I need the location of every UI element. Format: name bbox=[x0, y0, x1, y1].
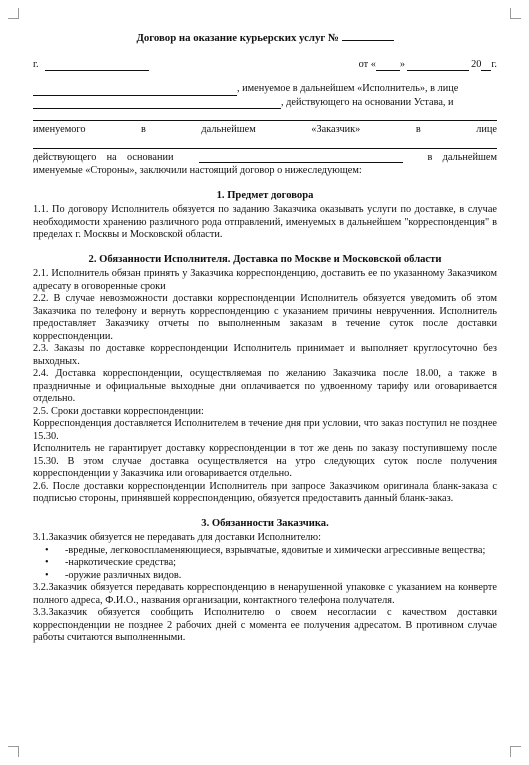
list-item-text: -вредные, легковоспламеняющиеся, взрывчатые, ядовитые и химически агрессивные вещества; bbox=[65, 544, 486, 556]
list-item-text: -наркотические средства; bbox=[65, 557, 177, 568]
customer-line-word: в bbox=[415, 124, 421, 135]
executor-representative-blank[interactable] bbox=[33, 98, 281, 109]
city-date-line bbox=[33, 59, 497, 72]
customer-basis-line bbox=[33, 152, 497, 165]
executor-representative-text: , действующего на основании Устава, и bbox=[281, 96, 454, 108]
page-corner-mark bbox=[8, 746, 19, 757]
bullet-icon: • bbox=[45, 544, 49, 556]
clause-2-1: 2.1. Исполнитель обязан принять у Заказчика корреспонденцию, доставить ее по указанному Заказчиком адресату в оговоренные сроки bbox=[33, 268, 497, 292]
city-prefix: г. bbox=[33, 58, 39, 70]
list-item bbox=[33, 557, 497, 570]
customer-line-word: дальнейшем bbox=[201, 124, 256, 135]
executor-line-text: , именуемое в дальнейшем «Исполнитель», в лице bbox=[237, 83, 459, 94]
clause-2-6: 2.6. После доставки корреспонденции Исполнитель при запросе Заказчиком оригинала бланк-заказа с подписью стороны, принявшей корреспонденцию, обязуется предоставить данный бланк-заказ. bbox=[33, 480, 497, 504]
clause-3-1: 3.1.Заказчик обязуется не передавать для доставки Исполнителю: bbox=[33, 532, 321, 543]
page-corner-mark bbox=[510, 746, 521, 757]
customer-basis-suffix: в дальнейшем bbox=[427, 151, 497, 163]
clause-2-5-b: Исполнитель не гарантирует доставку корреспонденции в тот же день по заказу поступившему после 15.30. В этом случае доставка осуществляется на утро следующих суток после получения корреспонденции у Заказчика или оговаривается отдельно. bbox=[33, 443, 497, 479]
bullet-icon: • bbox=[45, 557, 49, 568]
list-item bbox=[33, 545, 497, 558]
section-2-heading: 2. Обязанности Исполнителя. Доставка по Москве и Московской области bbox=[88, 253, 442, 265]
customer-name-line bbox=[33, 110, 497, 121]
date-year-suffix: г. bbox=[491, 58, 497, 70]
customer-line-word: в bbox=[141, 124, 146, 135]
section-1-heading: 1. Предмет договора bbox=[216, 189, 314, 201]
clause-2-2: 2.2. В случае невозможности доставки корреспонденции Исполнитель обязуется уведомить об этом Заказчика по телефону и вернуть корреспонденцию с указанием причины неврученния. Исполнитель предоставляет Заказчику отчеты по выполненным заказам в течение суток после доставки корреспонденции. bbox=[33, 293, 497, 342]
bullet-icon: • bbox=[45, 569, 49, 581]
executor-name-blank[interactable] bbox=[33, 85, 237, 96]
customer-line-word: именуемого bbox=[33, 124, 86, 135]
customer-line-word: лице bbox=[476, 124, 497, 135]
clause-2-5: 2.5. Сроки доставки корреспонденции: bbox=[33, 405, 204, 417]
title-text: Договор на оказание курьерских услуг № bbox=[136, 32, 339, 44]
city-field bbox=[33, 59, 149, 72]
clause-3-2: 3.2.Заказчик обязуется передавать корреспонденцию в ненарушенной упаковке с указанием на конверте полного адреса, Ф.И.О., названия организации, контактного телефона получателя. bbox=[33, 582, 497, 606]
date-mid-label: » bbox=[399, 58, 406, 70]
list-item bbox=[33, 570, 497, 583]
customer-line bbox=[33, 124, 497, 137]
clause-2-5-a: Корреспонденция доставляется Исполнителем в течение дня при условии, что заказ поступил не позднее 15.30. bbox=[33, 418, 497, 442]
date-field bbox=[359, 59, 497, 72]
clause-1-1: 1.1. По договору Исполнитель обязуется по заданию Заказчика оказывать услуги по доставке, в случае необходимости хранению различного рода отправлений, именуемых в дальнейшем "корреспонденция" в пределах г. Москвы и Московской области. bbox=[33, 204, 497, 240]
document-title bbox=[33, 30, 497, 45]
clause-2-3: 2.3. Заказы по доставке корреспонденции Исполнитель принимает и выполняет круглосуточно без выходных. bbox=[33, 343, 497, 367]
city-blank[interactable] bbox=[45, 60, 149, 71]
customer-representative-line bbox=[33, 138, 497, 149]
date-day-blank[interactable] bbox=[376, 60, 400, 71]
document-content bbox=[33, 30, 497, 645]
clause-3-3: 3.3.Заказчик обязуется сообщить Исполнителю о своем несогласии с качеством доставки корреспонденции не позднее 2 рабочих дней с момента ее получения адресатом. В противном случае работы считаются выполненными. bbox=[33, 607, 497, 643]
parties-text: именуемые «Стороны», заключили настоящий договор о нижеследующем: bbox=[33, 165, 362, 176]
page-corner-mark bbox=[510, 8, 521, 19]
date-month-blank[interactable] bbox=[407, 60, 469, 71]
clause-2-4: 2.4. Доставка корреспонденции, осуществляемая по желанию Заказчика после 18.00, а также в праздничные и официальные выходные дни оплачивается по удвоенному тарифу или оговаривается отдельно. bbox=[33, 368, 497, 404]
customer-basis-blank[interactable] bbox=[199, 152, 403, 163]
list-item-text: -оружие различных видов. bbox=[65, 569, 182, 581]
section-3-heading: 3. Обязанности Заказчика. bbox=[201, 517, 329, 529]
date-from-label: от « bbox=[358, 58, 376, 70]
customer-basis-prefix: действующего на основании bbox=[33, 151, 174, 163]
date-year-label: 20 bbox=[471, 58, 482, 70]
customer-representative-blank[interactable] bbox=[33, 138, 497, 149]
customer-line-word: «Заказчик» bbox=[311, 124, 361, 135]
parties-line bbox=[33, 165, 497, 178]
executor-line bbox=[33, 83, 497, 96]
date-year-blank[interactable] bbox=[481, 60, 491, 71]
prohibited-items-list bbox=[33, 545, 497, 583]
contract-number-blank[interactable] bbox=[342, 30, 394, 41]
customer-name-blank[interactable] bbox=[33, 110, 497, 121]
page-corner-mark bbox=[8, 8, 19, 19]
executor-representative-line bbox=[33, 97, 497, 110]
